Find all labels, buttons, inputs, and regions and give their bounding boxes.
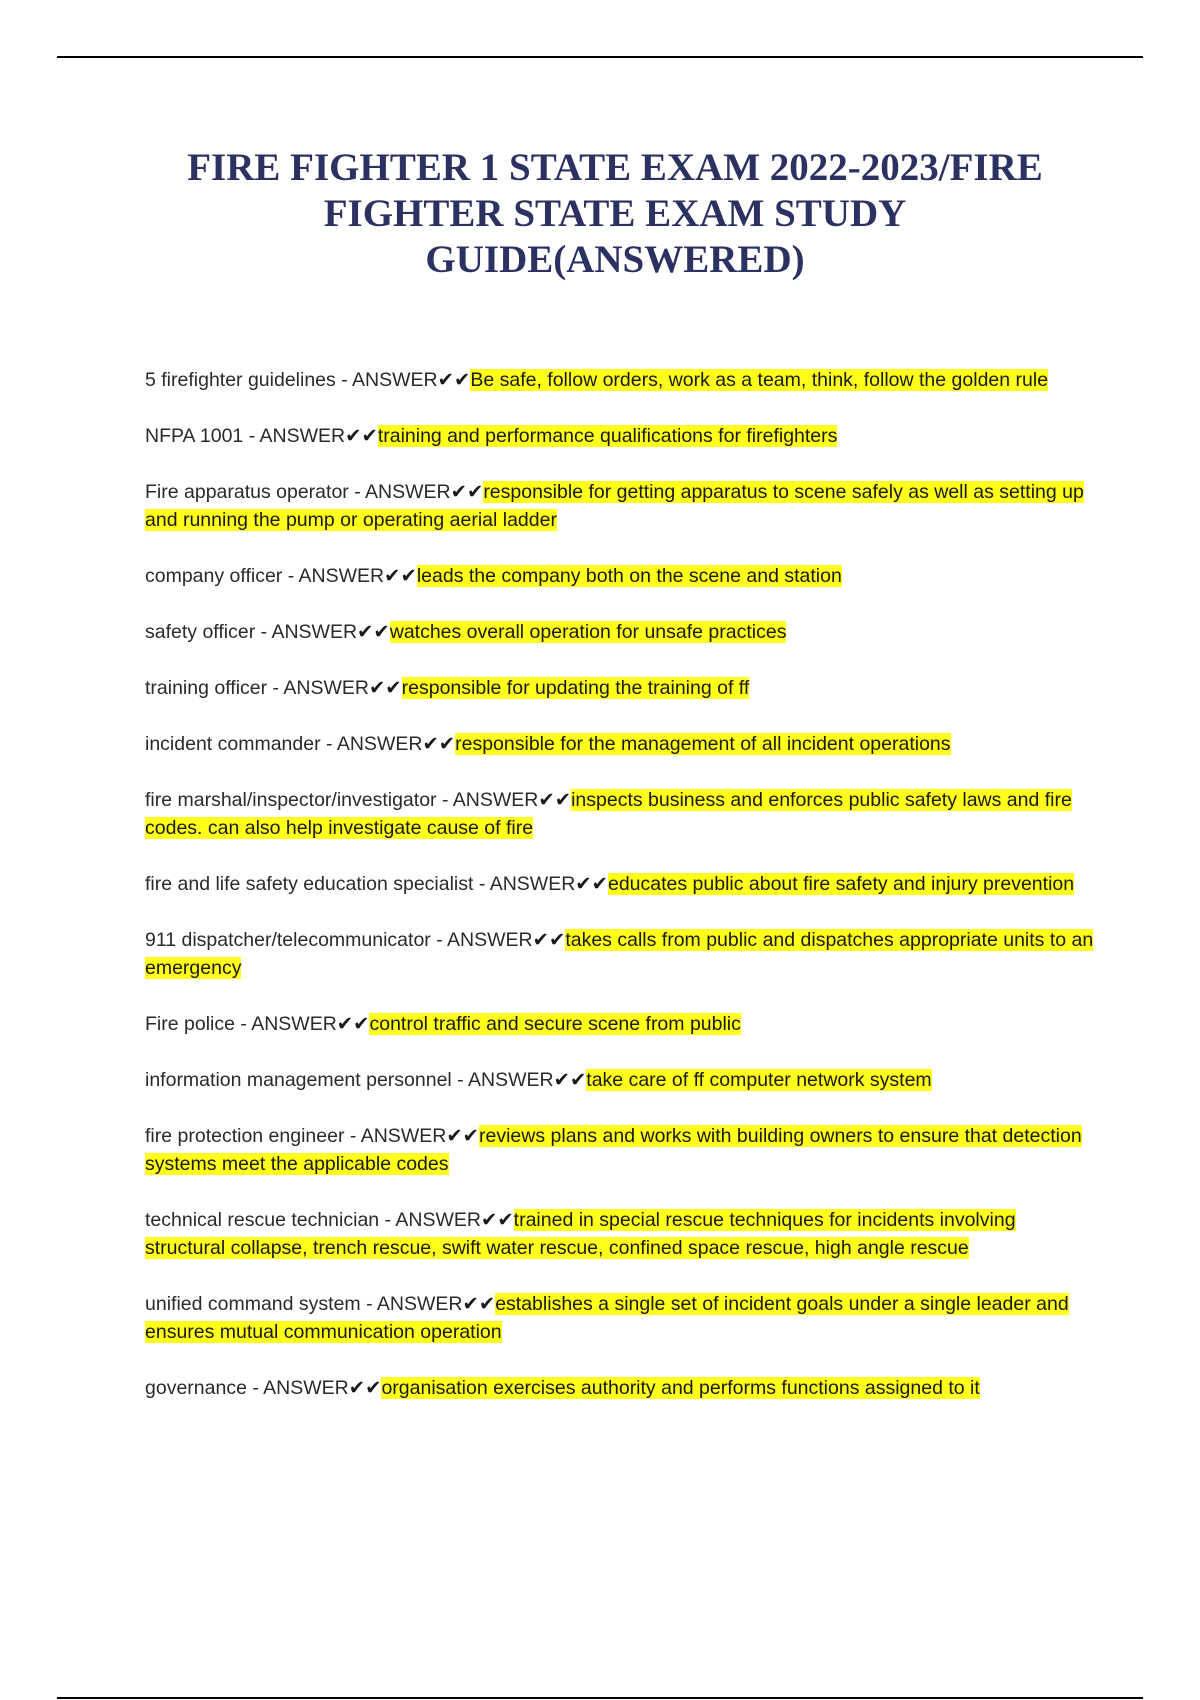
qa-term: fire and life safety education specialist [145,873,474,895]
qa-term: unified command system [145,1293,361,1315]
qa-term: 911 dispatcher/telecommunicator [145,929,431,951]
qa-answer-highlight: takes calls from public and dispatches appropriate units to an emergency [145,929,1094,979]
check-marks: ✔✔ [422,733,456,755]
qa-item [145,870,1095,898]
qa-term: governance [145,1377,247,1399]
qa-answer-highlight: trained in special rescue techniques for incidents involving structural collapse, trench rescue, swift water rescue, confined space rescue, high angle rescue [145,1209,1016,1259]
check-marks: ✔✔ [462,1293,496,1315]
check-marks: ✔✔ [368,677,402,699]
qa-answer-highlight: inspects business and enforces public safety laws and fire codes. can also help investigate cause of fire [145,789,1072,839]
answer-label: - ANSWER [451,1069,554,1091]
qa-answer-highlight: Be safe, follow orders, work as a team, think, follow the golden rule [470,369,1049,391]
qa-term: training officer [145,677,268,699]
answer-label: - ANSWER [348,481,451,503]
qa-item [145,1206,1095,1262]
answer-label: - ANSWER [234,1013,337,1035]
check-marks: ✔✔ [575,873,608,895]
qa-item [145,1374,1095,1402]
check-marks: ✔✔ [345,425,378,447]
qa-item [145,730,1095,758]
qa-term: information management personnel [145,1069,452,1091]
qa-item [145,562,1095,590]
qa-item [145,422,1095,450]
qa-term: Fire police [145,1013,235,1035]
qa-answer-highlight: take care of ff computer network system [586,1069,932,1091]
qa-answer-highlight: responsible for updating the training of ff [401,677,750,699]
bottom-rule [57,1697,1143,1699]
qa-item [145,926,1095,982]
check-marks: ✔✔ [450,481,484,503]
answer-label: - ANSWER [360,1293,463,1315]
answer-label: - ANSWER [243,425,346,447]
qa-item [145,786,1095,842]
check-marks: ✔✔ [437,369,471,391]
check-marks: ✔✔ [336,1013,370,1035]
qa-answer-highlight: control traffic and secure scene from public [369,1013,741,1035]
document-title: FIRE FIGHTER 1 STATE EXAM 2022-2023/FIRE FIGHTER STATE EXAM STUDY GUIDE(ANSWERED) [187,146,1043,281]
qa-term: fire protection engineer [145,1125,345,1147]
answer-label: - ANSWER [335,369,438,391]
answer-label: - ANSWER [430,929,533,951]
qa-item [145,366,1095,394]
qa-list [145,366,1095,1430]
qa-term: incident commander [145,733,321,755]
qa-answer-highlight: watches overall operation for unsafe practices [389,621,787,643]
qa-answer-highlight: responsible for the management of all incident operations [455,733,951,755]
check-marks: ✔✔ [384,565,417,587]
qa-item [145,1290,1095,1346]
answer-label: - ANSWER [267,677,369,699]
answer-label: - ANSWER [282,565,385,587]
qa-answer-highlight: responsible for getting apparatus to scene safely as well as setting up and running the pump or operating aerial ladder [145,481,1084,531]
answer-label: - ANSWER [255,621,358,643]
answer-label: - ANSWER [379,1209,481,1231]
qa-term: technical rescue technician [145,1209,380,1231]
qa-answer-highlight: training and performance qualifications for firefighters [377,425,838,447]
top-rule [57,56,1143,58]
answer-label: - ANSWER [246,1377,349,1399]
qa-answer-highlight: establishes a single set of incident goals under a single leader and ensures mutual communication operation [145,1293,1069,1343]
check-marks: ✔✔ [532,929,566,951]
qa-term: safety officer [145,621,256,643]
qa-answer-highlight: organisation exercises authority and performs functions assigned to it [381,1377,980,1399]
check-marks: ✔✔ [357,621,390,643]
qa-term: fire marshal/inspector/investigator [145,789,437,811]
qa-answer-highlight: reviews plans and works with building owners to ensure that detection systems meet the applicable codes [145,1125,1082,1175]
qa-answer-highlight: educates public about fire safety and injury prevention [607,873,1075,895]
answer-label: - ANSWER [473,873,576,895]
qa-term: company officer [145,565,283,587]
qa-term: 5 firefighter guidelines [145,369,336,391]
qa-item [145,618,1095,646]
qa-item [145,1122,1095,1178]
qa-item [145,478,1095,534]
qa-item [145,1066,1095,1094]
check-marks: ✔✔ [538,789,572,811]
qa-term: NFPA 1001 [145,425,244,447]
qa-item [145,674,1095,702]
check-marks: ✔✔ [480,1209,514,1231]
qa-item [145,1010,1095,1038]
answer-label: - ANSWER [436,789,539,811]
qa-answer-highlight: leads the company both on the scene and station [416,565,842,587]
check-marks: ✔✔ [446,1125,479,1147]
check-marks: ✔✔ [553,1069,587,1091]
check-marks: ✔✔ [348,1377,382,1399]
answer-label: - ANSWER [344,1125,447,1147]
answer-label: - ANSWER [320,733,423,755]
qa-term: Fire apparatus operator [145,481,349,503]
